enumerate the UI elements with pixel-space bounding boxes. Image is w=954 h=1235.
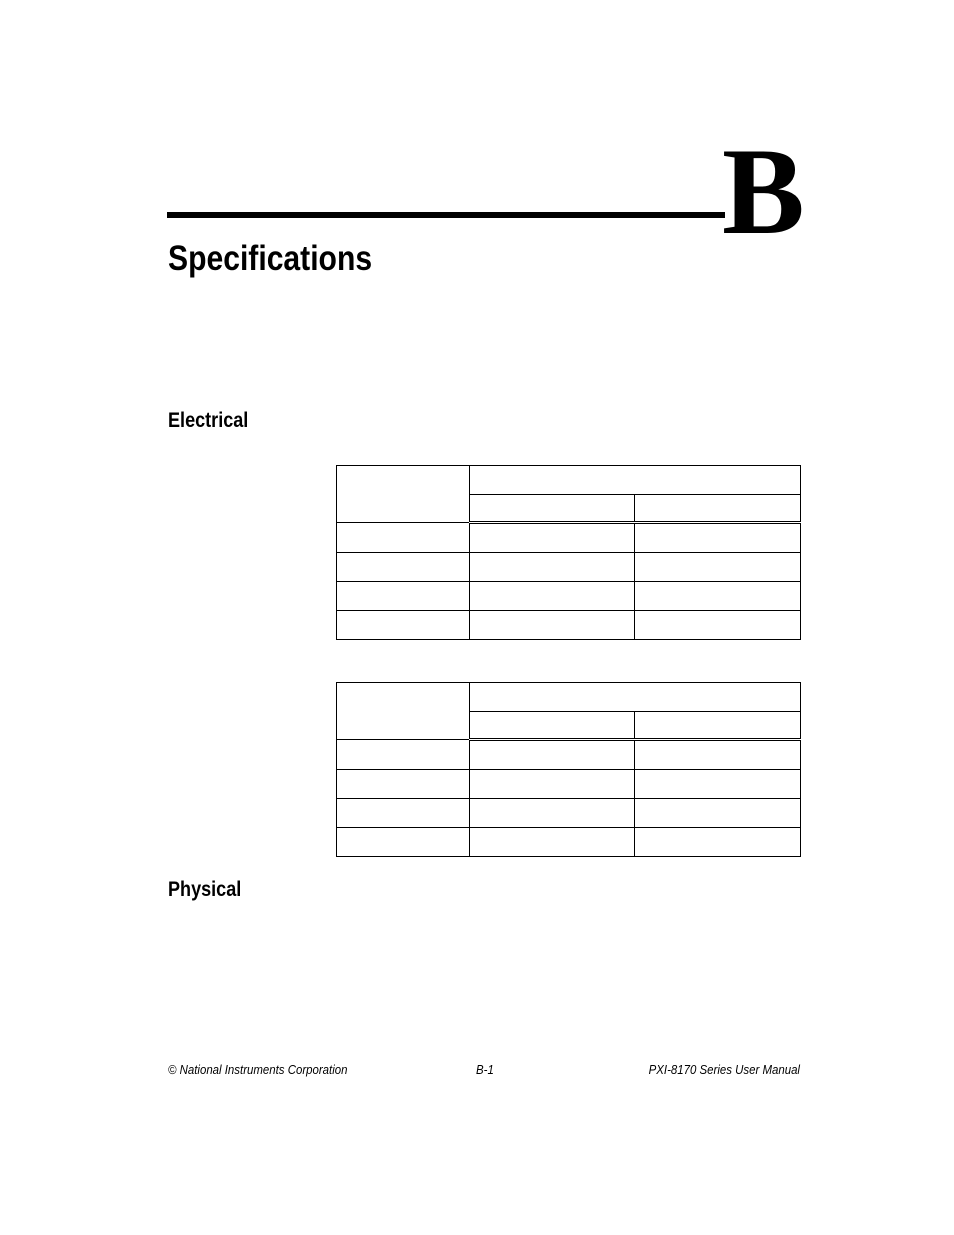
table-cell [337,523,470,553]
table-cell [337,770,470,799]
table-cell [635,495,801,523]
table-cell [337,466,470,523]
table-cell [470,770,635,799]
table-cell [337,582,470,611]
page-title: Specifications [168,239,373,278]
table-row [337,828,801,857]
table-cell [635,582,801,611]
electrical-table-2 [336,682,801,857]
table-cell [470,466,801,495]
table-cell [470,495,635,523]
chapter-rule [167,212,725,218]
table-cell [470,799,635,828]
table-cell [635,828,801,857]
table-header-row [337,466,801,495]
table-cell [470,611,635,640]
table-row [337,523,801,553]
electrical-table-1 [336,465,801,640]
table-row [337,611,801,640]
footer-copyright: © National Instruments Corporation [168,1062,348,1077]
table-cell [635,799,801,828]
table-cell [337,611,470,640]
table-row [337,582,801,611]
table-row [337,553,801,582]
table-cell [470,683,801,712]
table-cell [470,553,635,582]
table-cell [470,828,635,857]
table-cell [470,712,635,740]
table-row [337,770,801,799]
chapter-letter: B [722,123,805,260]
table-cell [337,740,470,770]
footer-page-number: B-1 [476,1062,494,1077]
footer-manual-title: PXI-8170 Series User Manual [648,1062,800,1077]
table-cell [337,553,470,582]
table-cell [635,770,801,799]
table-row [337,740,801,770]
table-cell [470,740,635,770]
table-cell [635,740,801,770]
table-cell [470,523,635,553]
table-cell [635,553,801,582]
table-cell [337,828,470,857]
table-header-row [337,683,801,712]
table-cell [635,611,801,640]
table-row [337,799,801,828]
section-heading-electrical: Electrical [168,409,249,432]
table-cell [470,582,635,611]
section-heading-physical: Physical [168,878,242,901]
table-cell [635,523,801,553]
table-cell [635,712,801,740]
table-cell [337,799,470,828]
table-cell [337,683,470,740]
